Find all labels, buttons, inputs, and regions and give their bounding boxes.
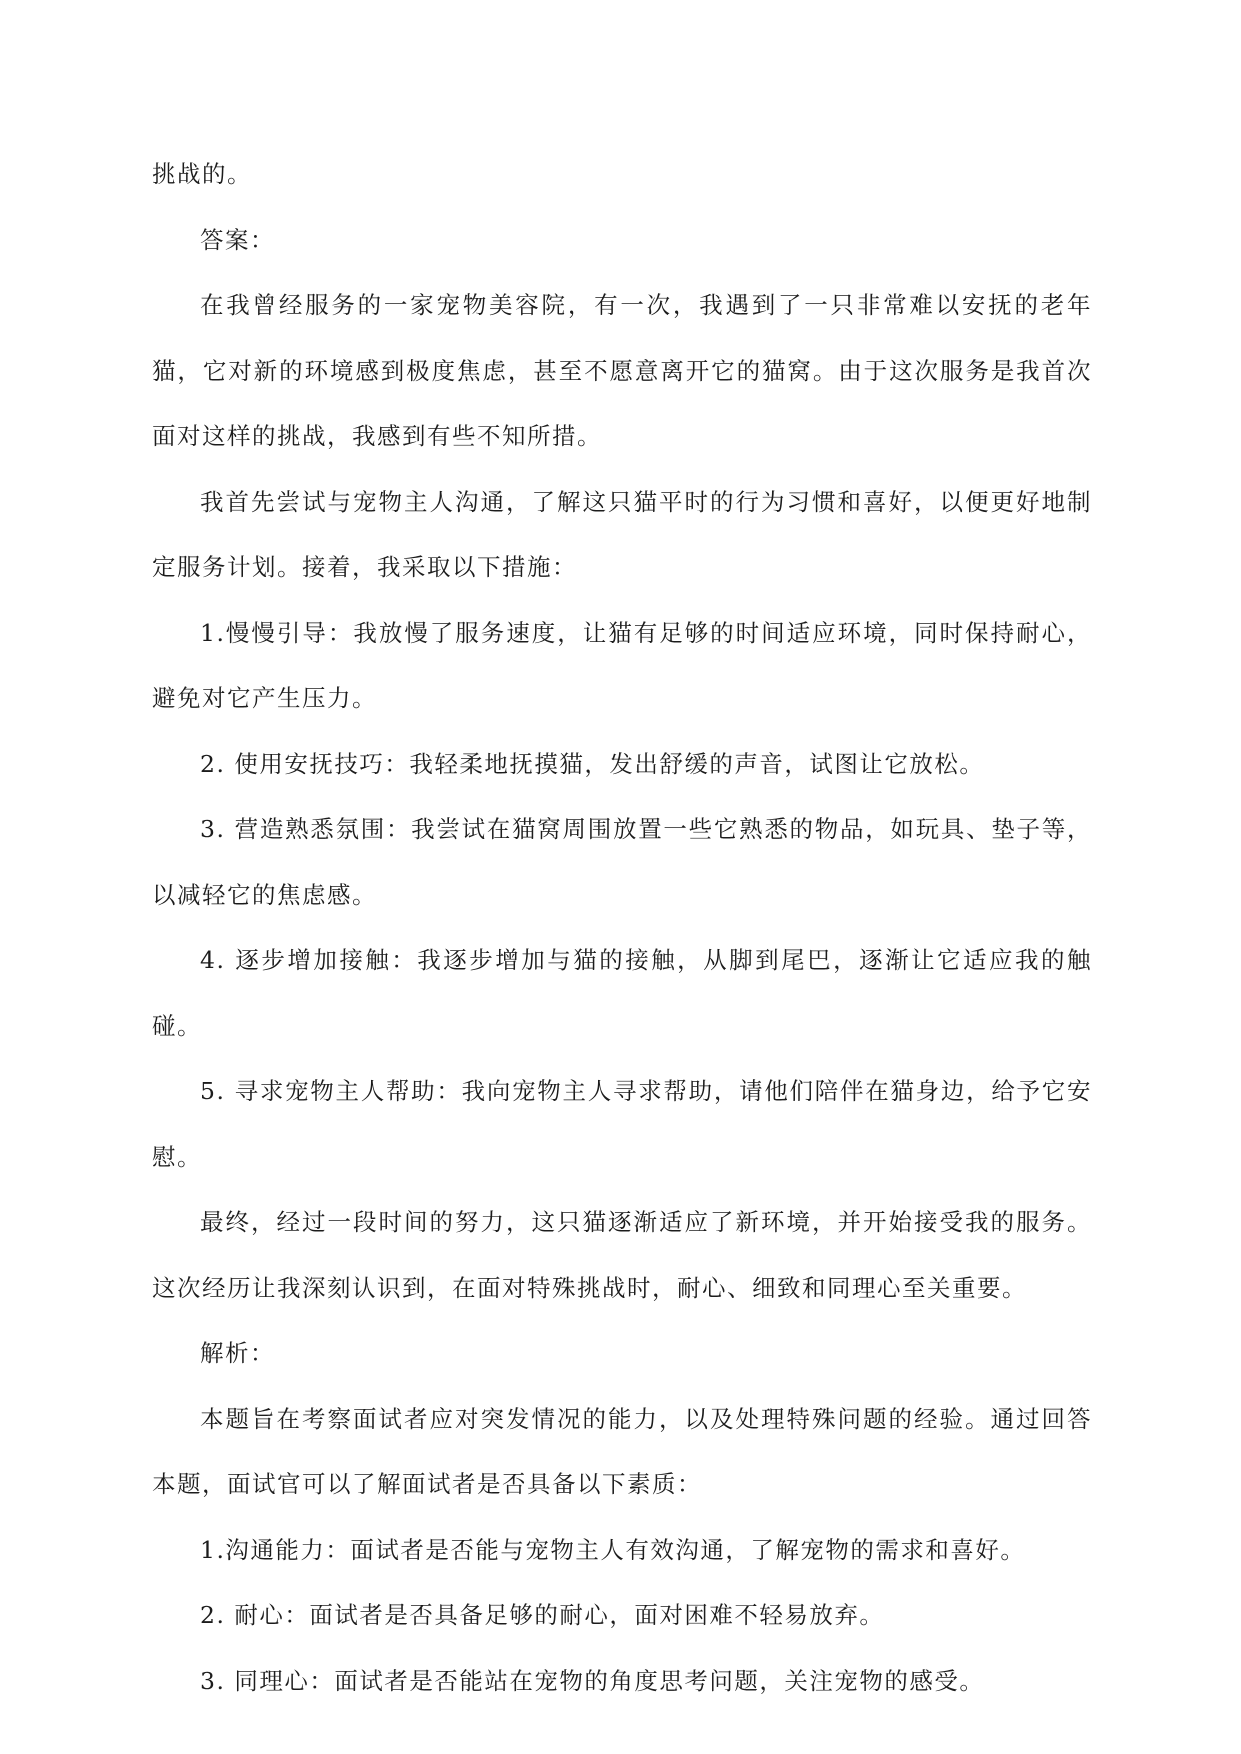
measure-item-1: 1.慢慢引导：我放慢了服务速度，让猫有足够的时间适应环境，同时保持耐心，避免对它产生压力。 <box>152 618 1092 712</box>
paragraph-continuation: 挑战的。 <box>152 160 252 188</box>
measure-item-4: 4. 逐步增加接触：我逐步增加与猫的接触，从脚到尾巴，逐渐让它适应我的触碰。 <box>152 946 1092 1040</box>
measure-item-3: 3. 营造熟悉氛围：我尝试在猫窝周围放置一些它熟悉的物品，如玩具、垫子等，以减轻它的焦虑感。 <box>152 815 1092 909</box>
quality-item-2: 2. 耐心：面试者是否具备足够的耐心，面对困难不轻易放弃。 <box>200 1601 885 1629</box>
answer-heading: 答案： <box>200 225 275 254</box>
analysis-heading: 解析： <box>200 1339 275 1367</box>
quality-item-3: 3. 同理心：面试者是否能站在宠物的角度思考问题，关注宠物的感受。 <box>200 1666 985 1695</box>
answer-conclusion: 最终，经过一段时间的努力，这只猫逐渐适应了新环境，并开始接受我的服务。这次经历让我深刻认识到，在面对特殊挑战时，耐心、细致和同理心至关重要。 <box>152 1208 1092 1302</box>
quality-item-1: 1.沟通能力：面试者是否能与宠物主人有效沟通，了解宠物的需求和喜好。 <box>200 1535 1026 1564</box>
measure-item-5: 5. 寻求宠物主人帮助：我向宠物主人寻求帮助，请他们陪伴在猫身边，给予它安慰。 <box>152 1077 1092 1171</box>
measure-item-2: 2. 使用安抚技巧：我轻柔地抚摸猫，发出舒缓的声音，试图让它放松。 <box>200 749 985 778</box>
document-body <box>152 142 1092 1714</box>
answer-paragraph-approach: 我首先尝试与宠物主人沟通，了解这只猫平时的行为习惯和喜好，以便更好地制定服务计划。接着，我采取以下措施： <box>152 487 1092 581</box>
analysis-paragraph: 本题旨在考察面试者应对突发情况的能力，以及处理特殊问题的经验。通过回答本题，面试官可以了解面试者是否具备以下素质： <box>152 1404 1092 1498</box>
answer-paragraph-intro: 在我曾经服务的一家宠物美容院，有一次，我遇到了一只非常难以安抚的老年猫，它对新的环境感到极度焦虑，甚至不愿意离开它的猫窝。由于这次服务是我首次面对这样的挑战，我感到有些不知所措。 <box>152 291 1092 450</box>
